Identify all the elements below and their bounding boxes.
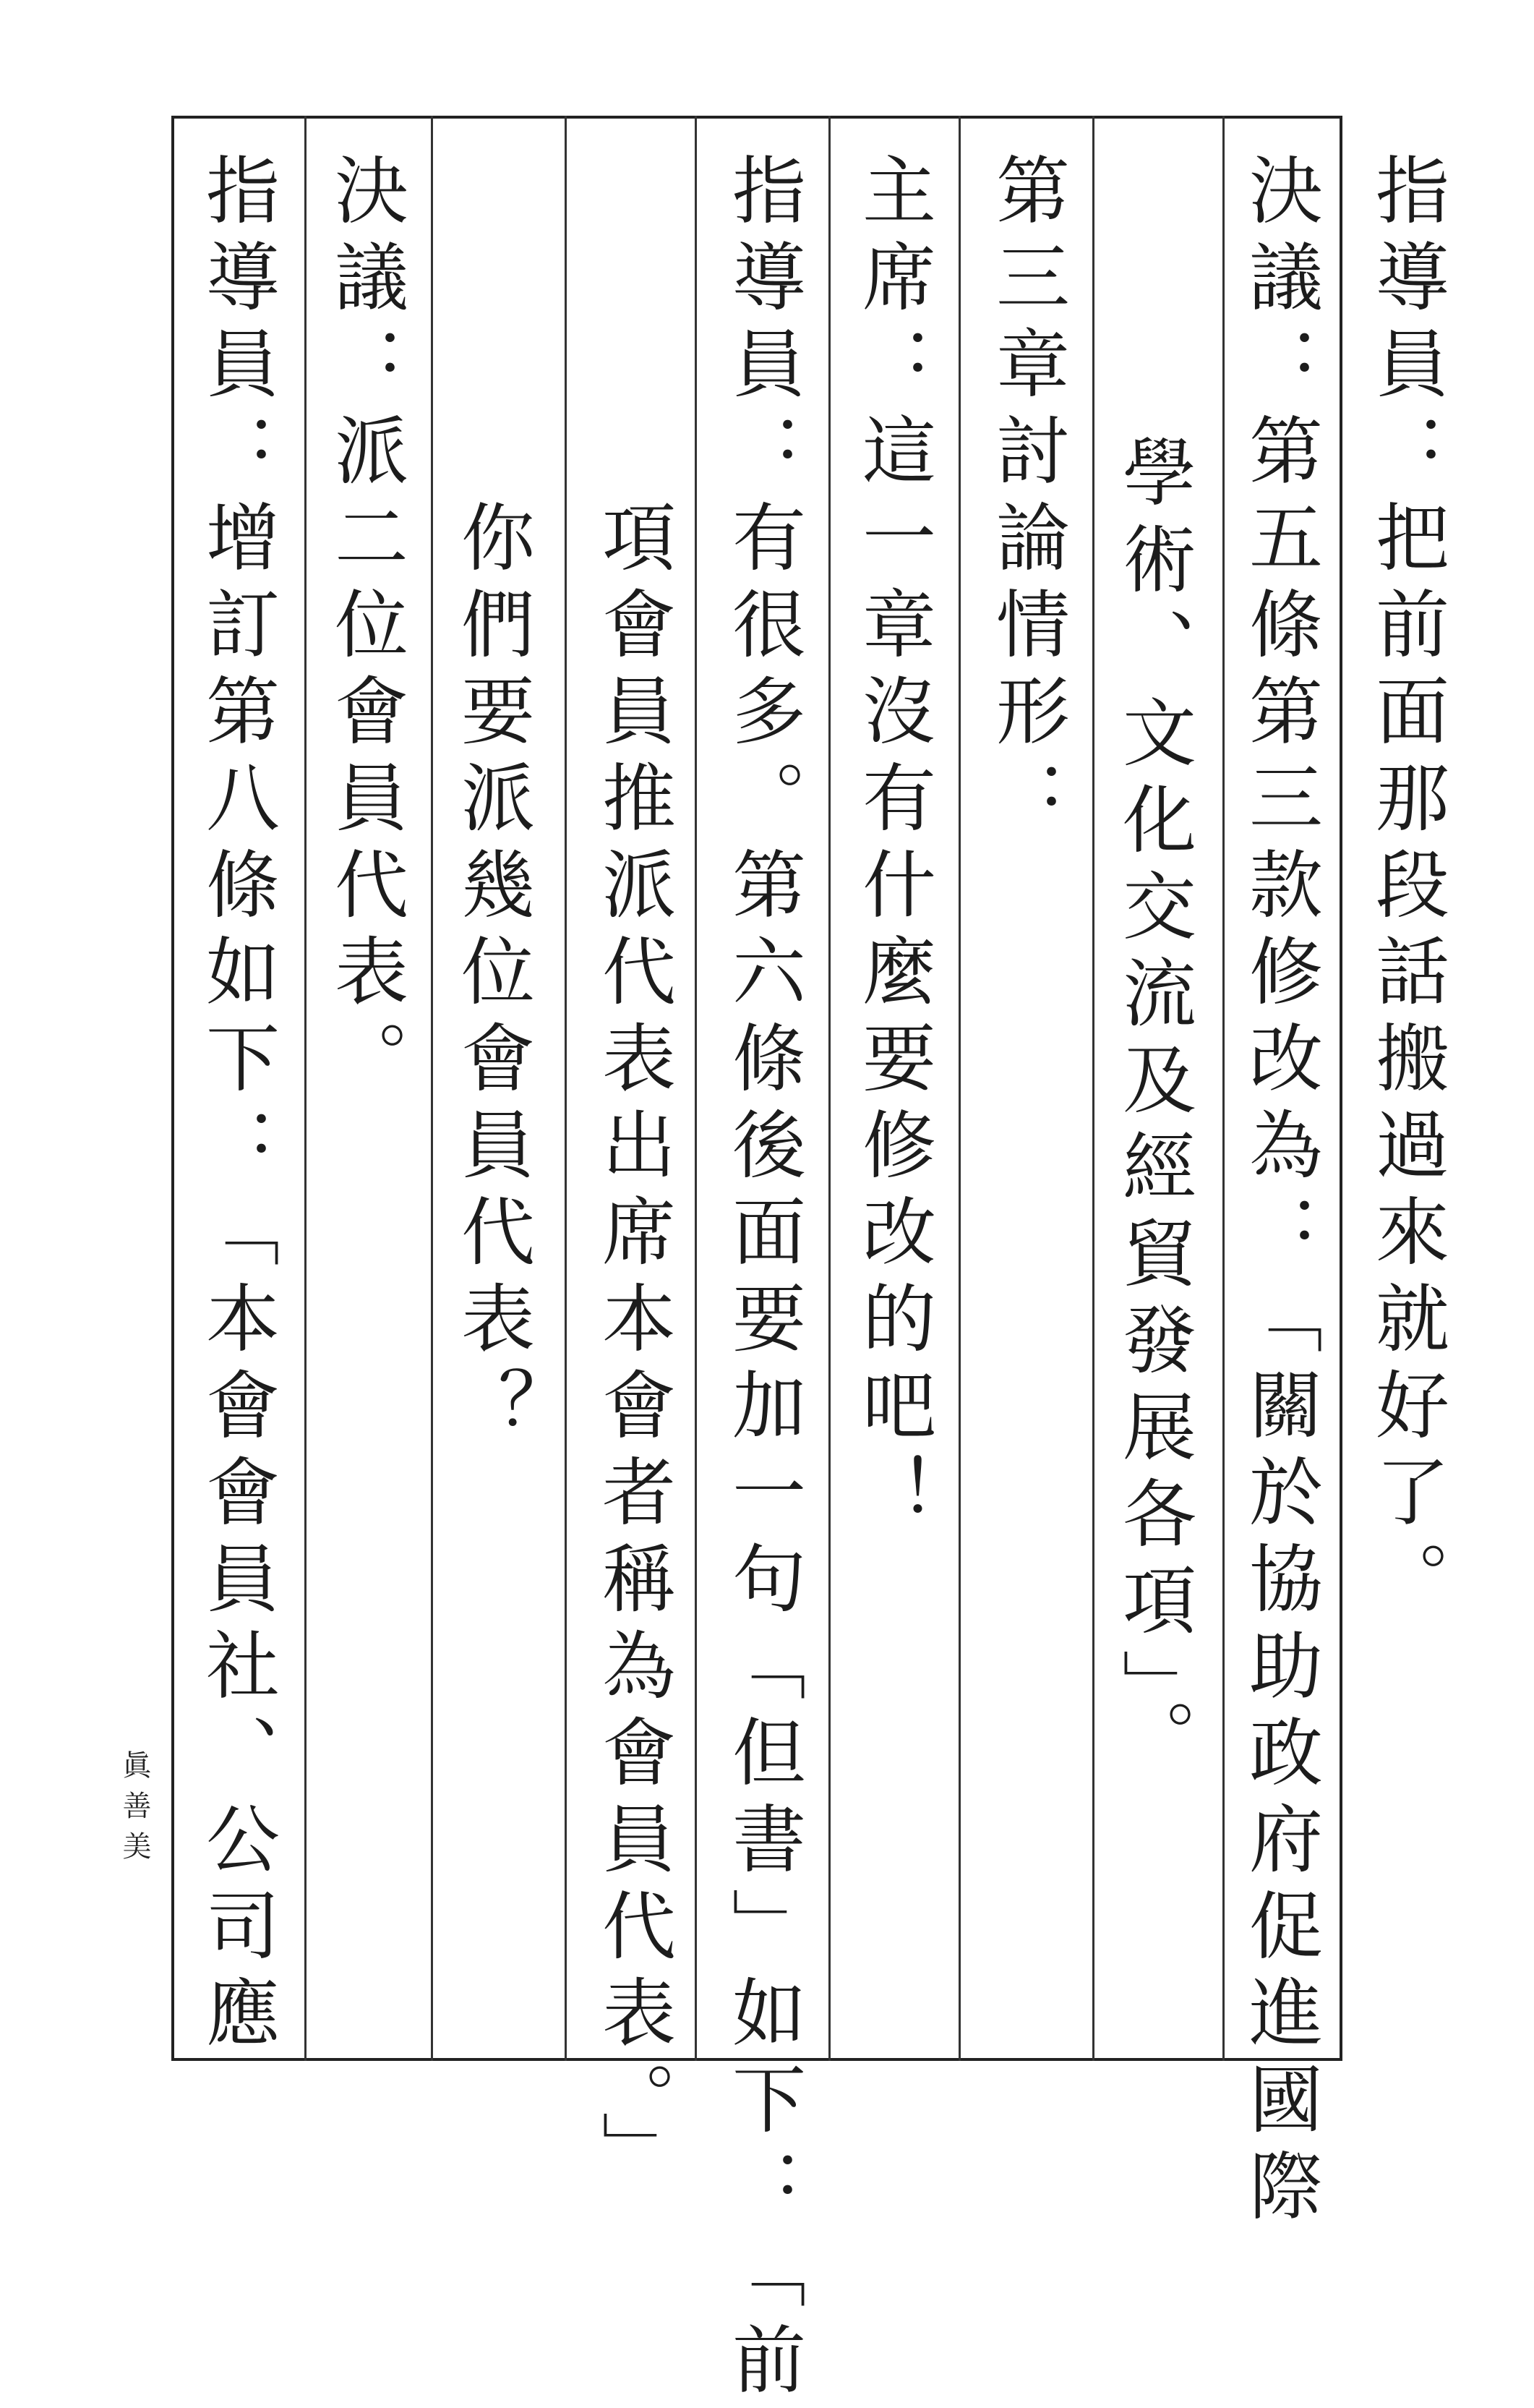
- text-column-1: 指導員：把前面那段話搬過來就好了。: [1363, 152, 1449, 1627]
- margin-stamp: 眞善美: [118, 1750, 151, 1871]
- column-rule: [828, 116, 831, 2061]
- column-rule: [959, 116, 961, 2061]
- text-column-3: 學術、文化交流及經貿發展各項」。: [1110, 434, 1196, 1785]
- text-column-5: 主席：這一章沒有什麼要修改的吧！: [850, 152, 936, 1540]
- text-column-9: 你們要派幾位會員代表？: [449, 499, 535, 1453]
- text-column-11: 指導員：增訂第八條如下：「本會會員社、公司應: [194, 152, 280, 2061]
- text-column-7: 項會員推派代表出席本會者稱為會員代表。」: [590, 499, 676, 2198]
- column-rule: [565, 116, 567, 2061]
- text-column-4: 第三章討論情形：: [984, 152, 1070, 846]
- column-rule: [695, 116, 697, 2061]
- text-column-10: 決議：派二位會員代表。: [322, 152, 408, 1106]
- column-rule: [431, 116, 433, 2061]
- text-column-6: 指導員：有很多。第六條後面要加一句「但書」如下：「前: [720, 152, 806, 2408]
- text-column-2: 決議：第五條第三款修改為：「關於協助政府促進國際: [1237, 152, 1323, 2234]
- column-rule: [1222, 116, 1225, 2061]
- column-rule: [304, 116, 307, 2061]
- column-rule: [1092, 116, 1094, 2061]
